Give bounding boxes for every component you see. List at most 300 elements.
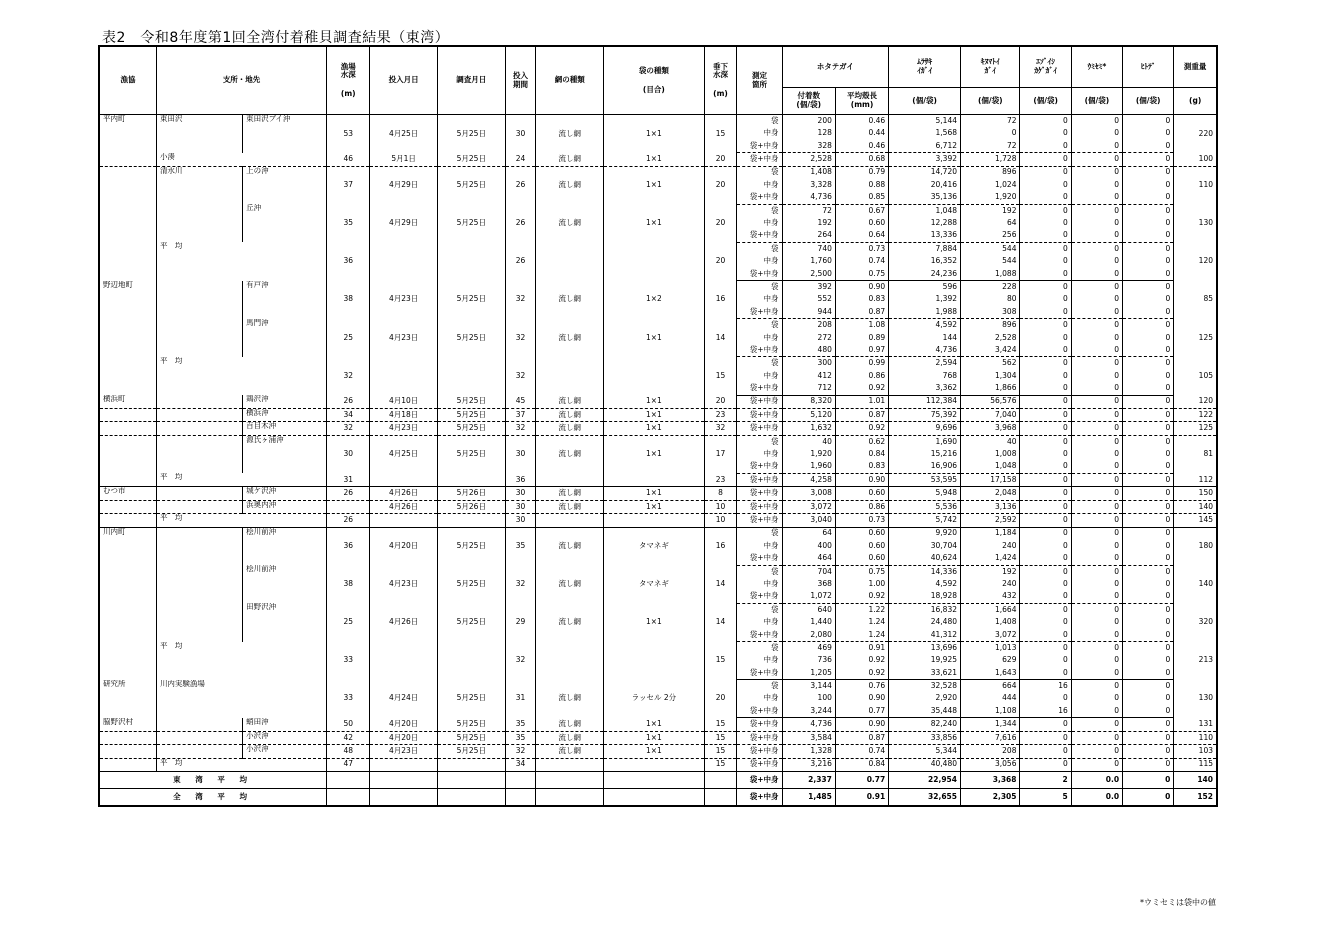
scallop-length-cell: 0.62: [835, 435, 888, 448]
ezo-cell: 0: [1020, 693, 1071, 705]
mussel-cell: 9,696: [889, 422, 961, 435]
deploy-date-cell: 4月20日: [370, 527, 438, 565]
bag-type-cell: 1×1: [604, 435, 705, 473]
branch-cell: [156, 319, 242, 357]
cooperative-cell: 研究所: [99, 680, 156, 718]
kinuma-cell: 3,056: [961, 758, 1020, 771]
measure-point-cell: 袋+中身: [737, 395, 782, 408]
table-row: [99, 408, 1217, 421]
deploy-date-cell: [370, 642, 438, 680]
header-weight: 測重量: [1174, 46, 1217, 88]
branch-cell: [156, 603, 242, 641]
survey-date-cell: 5月25日: [437, 527, 505, 565]
bag-type-cell: 1×1: [604, 422, 705, 435]
depth-cell: 30: [327, 435, 370, 473]
starfish-cell: 0: [1123, 514, 1174, 527]
period-cell: 30: [505, 487, 536, 500]
deploy-date-cell: 4月26日: [370, 500, 438, 513]
header-tounyu: 投入月日: [370, 46, 438, 115]
survey-date-cell: 5月25日: [437, 731, 505, 744]
weight-cell: 122: [1174, 408, 1217, 421]
starfish-cell: 0: [1123, 344, 1174, 357]
table-row: [99, 758, 1217, 771]
scallop-count-cell: 4,258: [782, 473, 835, 486]
survey-date-cell: [437, 514, 505, 527]
depth-cell: 36: [327, 527, 370, 565]
mussel-cell: 144: [889, 332, 961, 344]
depth-cell: 53: [327, 115, 370, 153]
ezo-cell: 0: [1020, 268, 1071, 281]
cooperative-cell: [99, 357, 156, 395]
weight-cell: 140: [1174, 565, 1217, 603]
depth-cell: 25: [327, 319, 370, 357]
net-type-cell: 流し網: [536, 166, 604, 204]
deploy-date-cell: 4月23日: [370, 422, 438, 435]
period-cell: 26: [505, 166, 536, 204]
cooperative-cell: [99, 603, 156, 641]
table-row: [99, 642, 1217, 655]
scallop-length-cell: 0.92: [835, 382, 888, 395]
location-cell: 上の沖: [243, 166, 327, 204]
mussel-cell: 6,712: [889, 140, 961, 153]
empty-cell: [536, 788, 604, 806]
depth-cell: 42: [327, 731, 370, 744]
scallop-length-cell: 0.83: [835, 461, 888, 474]
header-hotate-length: 平均殻長 (mm): [835, 88, 888, 115]
header-bag: 袋の種類 (目合): [604, 46, 705, 115]
scallop-length-cell: 0.83: [835, 293, 888, 305]
kinuma-cell: 208: [961, 745, 1020, 758]
bag-type-cell: 1×1: [604, 319, 705, 357]
depth-cell: 38: [327, 281, 370, 319]
measure-point-cell: 袋+中身: [737, 306, 782, 319]
umisemi-cell: 0: [1071, 179, 1122, 191]
cooperative-cell: [99, 565, 156, 603]
kinuma-cell: 1,643: [961, 667, 1020, 680]
kinuma-cell: 1,304: [961, 370, 1020, 382]
ezo-cell: 0: [1020, 395, 1071, 408]
starfish-cell: 0: [1123, 540, 1174, 552]
period-cell: 32: [505, 319, 536, 357]
header-ezo: ｴｿﾞｲｼ ｶｹﾞｶﾞｲ: [1020, 46, 1071, 88]
bag-type-cell: 1×1: [604, 603, 705, 641]
empty-cell: [505, 771, 536, 788]
period-cell: 37: [505, 408, 536, 421]
branch-cell: 平 均: [156, 473, 326, 486]
ezo-cell: 0: [1020, 565, 1071, 578]
weight-cell: 150: [1174, 487, 1217, 500]
scallop-count-cell: 3,216: [782, 758, 835, 771]
measure-point-cell: 袋+中身: [737, 153, 782, 166]
branch-cell: 平 均: [156, 242, 326, 280]
kinuma-cell: 192: [961, 565, 1020, 578]
net-type-cell: 流し網: [536, 731, 604, 744]
hang-depth-cell: 20: [704, 153, 737, 166]
total-value-cell: 2,337: [782, 771, 835, 788]
net-type-cell: 流し網: [536, 718, 604, 731]
period-cell: 29: [505, 603, 536, 641]
hang-depth-cell: 20: [704, 680, 737, 718]
bag-type-cell: [604, 357, 705, 395]
measure-point-cell: 袋+中身: [737, 140, 782, 153]
mussel-cell: 53,595: [889, 473, 961, 486]
kinuma-cell: 192: [961, 204, 1020, 217]
ezo-cell: 16: [1020, 705, 1071, 718]
scallop-length-cell: 1.08: [835, 319, 888, 332]
measure-point-cell: 袋+中身: [737, 500, 782, 513]
bag-type-cell: 1×1: [604, 500, 705, 513]
scallop-length-cell: 0.75: [835, 268, 888, 281]
survey-date-cell: [437, 642, 505, 680]
kinuma-cell: 1,013: [961, 642, 1020, 655]
starfish-cell: 0: [1123, 230, 1174, 243]
scallop-count-cell: 3,244: [782, 705, 835, 718]
weight-cell: 85: [1174, 281, 1217, 319]
branch-cell: [156, 527, 242, 565]
mussel-cell: 5,948: [889, 487, 961, 500]
umisemi-cell: 0: [1071, 319, 1122, 332]
total-label-cell: 東 湾 平 均: [99, 771, 327, 788]
hang-depth-cell: 10: [704, 514, 737, 527]
cooperative-cell: 川内町: [99, 527, 156, 565]
scallop-count-cell: 3,072: [782, 500, 835, 513]
scallop-length-cell: 0.60: [835, 552, 888, 565]
header-measure: 測定 箇所: [737, 46, 782, 115]
measure-point-cell: 袋+中身: [737, 731, 782, 744]
table-row: [99, 281, 1217, 294]
ezo-cell: 0: [1020, 191, 1071, 204]
measure-point-cell: 中身: [737, 448, 782, 460]
umisemi-cell: 0: [1071, 616, 1122, 628]
scallop-count-cell: 464: [782, 552, 835, 565]
cooperative-cell: [99, 642, 156, 680]
scallop-count-cell: 8,320: [782, 395, 835, 408]
umisemi-cell: 0: [1071, 745, 1122, 758]
survey-date-cell: 5月25日: [437, 395, 505, 408]
umisemi-cell: 0: [1071, 758, 1122, 771]
weight-cell: 140: [1174, 771, 1217, 788]
table-row: [99, 395, 1217, 408]
location-cell: 田野沢沖: [243, 603, 327, 641]
unit-hitode: (個/袋): [1123, 88, 1174, 115]
branch-cell: [156, 500, 242, 513]
scallop-length-cell: 0.44: [835, 127, 888, 139]
scallop-count-cell: 552: [782, 293, 835, 305]
ezo-cell: 0: [1020, 616, 1071, 628]
bag-type-cell: 1×1: [604, 153, 705, 166]
ezo-cell: 0: [1020, 127, 1071, 139]
weight-cell: 220: [1174, 115, 1217, 153]
hang-depth-cell: 15: [704, 642, 737, 680]
starfish-cell: 0: [1123, 693, 1174, 705]
header-murasaki: ﾑﾗｻｷ ｲｶﾞｲ: [889, 46, 961, 88]
total-value-cell: 1,485: [782, 788, 835, 806]
net-type-cell: 流し網: [536, 204, 604, 242]
umisemi-cell: 0: [1071, 344, 1122, 357]
ezo-cell: 0: [1020, 293, 1071, 305]
deploy-date-cell: 4月29日: [370, 166, 438, 204]
ezo-cell: 0: [1020, 357, 1071, 370]
deploy-date-cell: 4月23日: [370, 281, 438, 319]
starfish-cell: 0: [1123, 603, 1174, 616]
umisemi-cell: 0: [1071, 448, 1122, 460]
scallop-length-cell: 0.60: [835, 217, 888, 229]
umisemi-cell: 0: [1071, 473, 1122, 486]
measure-point-cell: 袋+中身: [737, 788, 782, 806]
mussel-cell: 1,690: [889, 435, 961, 448]
net-type-cell: 流し網: [536, 395, 604, 408]
cooperative-cell: [99, 422, 156, 435]
weight-cell: 145: [1174, 514, 1217, 527]
scallop-count-cell: 264: [782, 230, 835, 243]
header-hitode: ﾋﾄﾃﾞ: [1123, 46, 1174, 88]
bag-type-cell: 1×1: [604, 731, 705, 744]
cooperative-cell: 横浜町: [99, 395, 156, 408]
hang-depth-cell: 15: [704, 357, 737, 395]
hang-depth-cell: 14: [704, 319, 737, 357]
cooperative-cell: [99, 500, 156, 513]
header-hotate: ホタテガイ: [782, 46, 889, 88]
unit-ezo: (個/袋): [1020, 88, 1071, 115]
unit-murasaki: (個/袋): [889, 88, 961, 115]
ezo-cell: 0: [1020, 603, 1071, 616]
hang-depth-cell: 15: [704, 731, 737, 744]
measure-point-cell: 袋+中身: [737, 473, 782, 486]
depth-cell: 32: [327, 422, 370, 435]
total-value-cell: 22,954: [889, 771, 961, 788]
hang-depth-cell: 23: [704, 473, 737, 486]
scallop-count-cell: 704: [782, 565, 835, 578]
table-row: [99, 242, 1217, 255]
period-cell: 32: [505, 642, 536, 680]
net-type-cell: 流し網: [536, 281, 604, 319]
umisemi-cell: 0: [1071, 382, 1122, 395]
weight-cell: 110: [1174, 731, 1217, 744]
kinuma-cell: 544: [961, 242, 1020, 255]
umisemi-cell: 0: [1071, 693, 1122, 705]
mussel-cell: 7,884: [889, 242, 961, 255]
location-cell: 有戸沖: [243, 281, 327, 319]
kinuma-cell: 1,088: [961, 268, 1020, 281]
empty-cell: [370, 771, 438, 788]
scallop-count-cell: 640: [782, 603, 835, 616]
depth-cell: 31: [327, 473, 370, 486]
depth-cell: 33: [327, 680, 370, 718]
period-cell: 24: [505, 153, 536, 166]
mussel-cell: 32,528: [889, 680, 961, 693]
header-kinuma: ｷﾇﾏﾄｲ ｶﾞｲ: [961, 46, 1020, 88]
ezo-cell: 0: [1020, 758, 1071, 771]
survey-date-cell: [437, 242, 505, 280]
table-row: [99, 357, 1217, 370]
cooperative-cell: [99, 514, 156, 527]
umisemi-cell: 0: [1071, 293, 1122, 305]
umisemi-cell: 0: [1071, 140, 1122, 153]
measure-point-cell: 袋: [737, 242, 782, 255]
starfish-cell: 0: [1123, 268, 1174, 281]
location-cell: 浜奥内沖: [243, 500, 327, 513]
starfish-cell: 0: [1123, 500, 1174, 513]
deploy-date-cell: 4月29日: [370, 204, 438, 242]
deploy-date-cell: 4月23日: [370, 745, 438, 758]
scallop-length-cell: 0.91: [835, 642, 888, 655]
branch-cell: [156, 435, 242, 473]
period-cell: 32: [505, 565, 536, 603]
scallop-count-cell: 4,736: [782, 718, 835, 731]
hang-depth-cell: 20: [704, 204, 737, 242]
ezo-cell: 0: [1020, 540, 1071, 552]
scallop-count-cell: 272: [782, 332, 835, 344]
starfish-cell: 0: [1123, 552, 1174, 565]
scallop-length-cell: 0.73: [835, 242, 888, 255]
cooperative-cell: [99, 204, 156, 242]
hang-depth-cell: 8: [704, 487, 737, 500]
period-cell: 35: [505, 731, 536, 744]
header-net: 網の種類: [536, 46, 604, 115]
branch-cell: 平 均: [156, 357, 326, 395]
starfish-cell: 0: [1123, 565, 1174, 578]
scallop-length-cell: 0.85: [835, 191, 888, 204]
scallop-length-cell: 0.46: [835, 115, 888, 128]
cooperative-cell: [99, 319, 156, 357]
total-value-cell: 0.77: [835, 771, 888, 788]
umisemi-cell: 0: [1071, 435, 1122, 448]
starfish-cell: 0: [1123, 408, 1174, 421]
scallop-count-cell: 392: [782, 281, 835, 294]
cooperative-cell: 脇野沢村: [99, 718, 156, 731]
measure-point-cell: 袋: [737, 281, 782, 294]
starfish-cell: 0: [1123, 731, 1174, 744]
umisemi-cell: 0: [1071, 578, 1122, 590]
mussel-cell: 24,480: [889, 616, 961, 628]
survey-date-cell: 5月25日: [437, 153, 505, 166]
ezo-cell: 0: [1020, 255, 1071, 267]
scallop-length-cell: 0.74: [835, 745, 888, 758]
depth-cell: 47: [327, 758, 370, 771]
location-cell: 源氏ヶ浦沖: [243, 435, 327, 473]
unit-weight: (g): [1174, 88, 1217, 115]
scallop-count-cell: 1,408: [782, 166, 835, 179]
bag-type-cell: 1×1: [604, 204, 705, 242]
scallop-length-cell: 0.92: [835, 667, 888, 680]
net-type-cell: 流し網: [536, 680, 604, 718]
scallop-length-cell: 0.86: [835, 500, 888, 513]
hang-depth-cell: 32: [704, 422, 737, 435]
measure-point-cell: 袋: [737, 642, 782, 655]
kinuma-cell: 664: [961, 680, 1020, 693]
hang-depth-cell: 14: [704, 603, 737, 641]
scallop-length-cell: 0.76: [835, 680, 888, 693]
scallop-count-cell: 4,736: [782, 191, 835, 204]
kinuma-cell: 3,072: [961, 629, 1020, 642]
survey-date-cell: 5月25日: [437, 166, 505, 204]
weight-cell: 81: [1174, 435, 1217, 473]
mussel-cell: 18,928: [889, 590, 961, 603]
survey-date-cell: 5月25日: [437, 603, 505, 641]
measure-point-cell: 中身: [737, 179, 782, 191]
umisemi-cell: 0: [1071, 306, 1122, 319]
ezo-cell: 0: [1020, 745, 1071, 758]
umisemi-cell: 0: [1071, 680, 1122, 693]
umisemi-cell: 0: [1071, 268, 1122, 281]
period-cell: 35: [505, 527, 536, 565]
measure-point-cell: 中身: [737, 370, 782, 382]
kinuma-cell: 1,920: [961, 191, 1020, 204]
kinuma-cell: 308: [961, 306, 1020, 319]
net-type-cell: [536, 473, 604, 486]
umisemi-cell: 0: [1071, 500, 1122, 513]
kinuma-cell: 896: [961, 319, 1020, 332]
scallop-count-cell: 100: [782, 693, 835, 705]
starfish-cell: 0: [1123, 115, 1174, 128]
starfish-cell: 0: [1123, 395, 1174, 408]
starfish-cell: 0: [1123, 319, 1174, 332]
table-row: [99, 527, 1217, 540]
weight-cell: 180: [1174, 527, 1217, 565]
scallop-count-cell: 944: [782, 306, 835, 319]
survey-date-cell: 5月25日: [437, 435, 505, 473]
header-period: 投入 期間: [505, 46, 536, 115]
period-cell: 45: [505, 395, 536, 408]
mussel-cell: 2,594: [889, 357, 961, 370]
scallop-count-cell: 1,960: [782, 461, 835, 474]
umisemi-cell: 0: [1071, 731, 1122, 744]
survey-date-cell: 5月25日: [437, 319, 505, 357]
starfish-cell: 0: [1123, 616, 1174, 628]
ezo-cell: 0: [1020, 500, 1071, 513]
total-row: [99, 788, 1217, 806]
period-cell: 31: [505, 680, 536, 718]
starfish-cell: 0: [1123, 281, 1174, 294]
scallop-length-cell: 0.86: [835, 370, 888, 382]
scallop-length-cell: 0.46: [835, 140, 888, 153]
measure-point-cell: 中身: [737, 217, 782, 229]
mussel-cell: 4,736: [889, 344, 961, 357]
bag-type-cell: [604, 642, 705, 680]
survey-date-cell: 5月25日: [437, 281, 505, 319]
branch-cell: 平 均: [156, 514, 326, 527]
kinuma-cell: 1,408: [961, 616, 1020, 628]
scallop-length-cell: 0.87: [835, 731, 888, 744]
header-gyokou: 漁協: [99, 46, 156, 115]
measure-point-cell: 袋+中身: [737, 514, 782, 527]
ezo-cell: 0: [1020, 642, 1071, 655]
table-row: [99, 153, 1217, 166]
total-value-cell: 5: [1020, 788, 1071, 806]
hang-depth-cell: 17: [704, 435, 737, 473]
weight-cell: 115: [1174, 758, 1217, 771]
bag-type-cell: タマネギ: [604, 527, 705, 565]
ezo-cell: 0: [1020, 578, 1071, 590]
umisemi-cell: 0: [1071, 255, 1122, 267]
table-row: [99, 731, 1217, 744]
bag-type-cell: [604, 758, 705, 771]
ezo-cell: 0: [1020, 115, 1071, 128]
scallop-length-cell: 0.84: [835, 448, 888, 460]
scallop-length-cell: 0.87: [835, 306, 888, 319]
measure-point-cell: 袋: [737, 319, 782, 332]
umisemi-cell: 0: [1071, 718, 1122, 731]
starfish-cell: 0: [1123, 745, 1174, 758]
deploy-date-cell: 4月18日: [370, 408, 438, 421]
measure-point-cell: 袋+中身: [737, 629, 782, 642]
ezo-cell: 0: [1020, 382, 1071, 395]
kinuma-cell: 56,576: [961, 395, 1020, 408]
ezo-cell: 0: [1020, 281, 1071, 294]
mussel-cell: 2,920: [889, 693, 961, 705]
starfish-cell: 0: [1123, 527, 1174, 540]
deploy-date-cell: 4月25日: [370, 435, 438, 473]
